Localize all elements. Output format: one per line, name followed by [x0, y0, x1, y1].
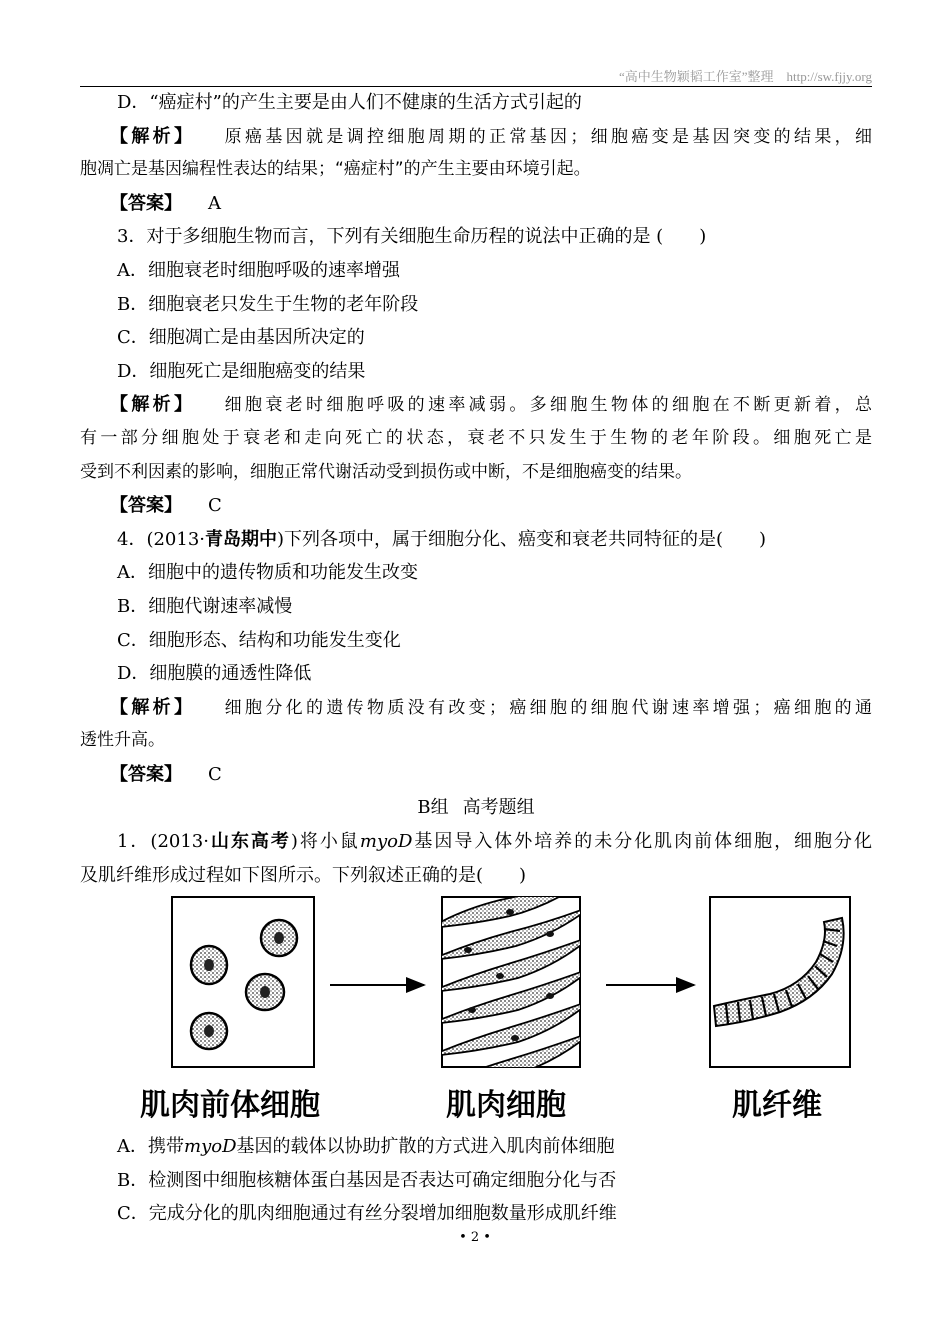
b1-stem-line-1 — [80, 825, 872, 859]
q4-stem-text: )下列各项中，属于细胞分化、癌变和衰老共同特征的是( ) — [277, 528, 767, 550]
q3-option-a: A．细胞衰老时细胞呼吸的速率增强 — [117, 259, 400, 281]
q3-option-d: D．细胞死亡是细胞癌变的结果 — [117, 360, 366, 382]
q3-option-b: B．细胞衰老只发生于生物的老年阶段 — [117, 293, 419, 315]
q2-analysis-text-1: 原癌基因就是调控细胞周期的正常基因；细胞癌变是基因突变的结果，细 — [221, 126, 872, 147]
q3-analysis-line-2: 有一部分细胞处于衰老和走向死亡的状态，衰老不只发生于生物的老年阶段。细胞死亡是 — [80, 427, 872, 448]
precursor-cell — [261, 920, 297, 956]
q2-answer-value: A — [208, 192, 221, 214]
b1-source: 山东高考 — [208, 831, 291, 853]
q3-option-c: C．细胞凋亡是由基因所决定的 — [117, 327, 365, 349]
figure-drawing — [80, 888, 872, 1078]
q4-answer — [80, 758, 872, 792]
b1-gene-name: myoD — [359, 831, 413, 853]
q4-answer-value: C — [208, 763, 222, 785]
b1-option-b: B．检测图中细胞核糖体蛋白基因是否表达可确定细胞分化与否 — [117, 1169, 617, 1191]
precursor-cell — [246, 974, 284, 1010]
q3-answer-value: C — [208, 495, 222, 517]
q4-option-b: B．细胞代谢速率减慢 — [117, 595, 293, 617]
q4-stem-prefix: 4．(2013· — [117, 528, 206, 550]
answer-label: 【答案】 — [110, 495, 182, 517]
muscle-fiber-panel — [710, 897, 850, 1067]
q4-option-d: D．细胞膜的通透性降低 — [117, 663, 312, 685]
q2-analysis-line-1 — [80, 120, 872, 154]
section-group: B组 — [417, 797, 449, 819]
analysis-label: 【解析】 — [110, 696, 196, 718]
q4-analysis-line-1 — [80, 691, 872, 725]
answer-label: 【答案】 — [110, 763, 182, 785]
b1-stem-prefix: 1．(2013· — [117, 831, 209, 853]
b1-stem-line-2: 及肌纤维形成过程如下图所示。下列叙述正确的是( ) — [80, 864, 527, 886]
answer-label: 【答案】 — [110, 192, 182, 214]
q4-analysis-text-1: 细胞分化的遗传物质没有改变；癌细胞的细胞代谢速率增强；癌细胞的通 — [221, 697, 872, 718]
b1-stem-mid: )将小鼠 — [290, 831, 360, 853]
q3-analysis-text-1: 细胞衰老时细胞呼吸的速率减弱。多细胞生物体的细胞在不断更新着，总 — [221, 395, 872, 416]
b1-option-c: C．完成分化的肌肉细胞通过有丝分裂增加细胞数量形成肌纤维 — [117, 1203, 617, 1225]
header-source-text: “高中生物颖韬工作室”整理 http://sw.fjjy.org — [618, 69, 872, 84]
q4-source: 青岛期中 — [205, 528, 278, 550]
q3-analysis-line-1 — [80, 388, 872, 422]
q2-analysis-line-2: 胞凋亡是基因编程性表达的结果；“癌症村”的产生主要由环境引起。 — [80, 159, 591, 180]
section-heading — [80, 791, 872, 825]
page-header — [80, 64, 872, 87]
b1-option-a-prefix: A．携带 — [117, 1136, 184, 1157]
precursor-cell — [191, 946, 227, 984]
precursor-cell — [191, 1013, 227, 1049]
q3-analysis-line-3: 受到不利因素的影响，细胞正常代谢活动受到损伤或中断，不是细胞癌变的结果。 — [80, 461, 692, 482]
b1-options — [80, 1130, 872, 1231]
b1-stem-text: 基因导入体外培养的未分化肌肉前体细胞，细胞分化 — [412, 831, 872, 853]
analysis-label: 【解析】 — [110, 125, 196, 147]
cell-differentiation-figure — [80, 888, 872, 1130]
figure-label-muscle-cell: 肌肉细胞 — [446, 1088, 566, 1123]
page-number: • 2 • — [459, 1230, 491, 1245]
precursor-cells-panel — [172, 897, 314, 1067]
q2-answer — [80, 187, 872, 221]
b1-option-a-text: 基因的载体以协助扩散的方式进入肌肉前体细胞 — [236, 1136, 615, 1157]
q4-option-a: A．细胞中的遗传物质和功能发生改变 — [117, 562, 418, 584]
q4-option-c: C．细胞形态、结构和功能发生变化 — [117, 629, 401, 651]
q4-analysis-line-2: 透性升高。 — [80, 730, 165, 751]
figure-label-muscle-fiber: 肌纤维 — [732, 1088, 822, 1123]
q4-stem — [80, 523, 872, 557]
b1-option-a — [80, 1130, 872, 1164]
figure-label-precursor: 肌肉前体细胞 — [140, 1088, 320, 1123]
page-content — [80, 86, 872, 892]
b1-option-a-gene: myoD — [184, 1136, 237, 1157]
muscle-cells-panel — [430, 888, 592, 1078]
q3-stem: 3．对于多细胞生物而言，下列有关细胞生命历程的说法中正确的是 ( ) — [117, 226, 707, 248]
q2-option-d: D．“癌症村”的产生主要是由人们不健康的生活方式引起的 — [117, 92, 582, 113]
analysis-label: 【解析】 — [110, 394, 196, 416]
q3-answer — [80, 489, 872, 523]
section-name: 高考题组 — [462, 797, 535, 819]
